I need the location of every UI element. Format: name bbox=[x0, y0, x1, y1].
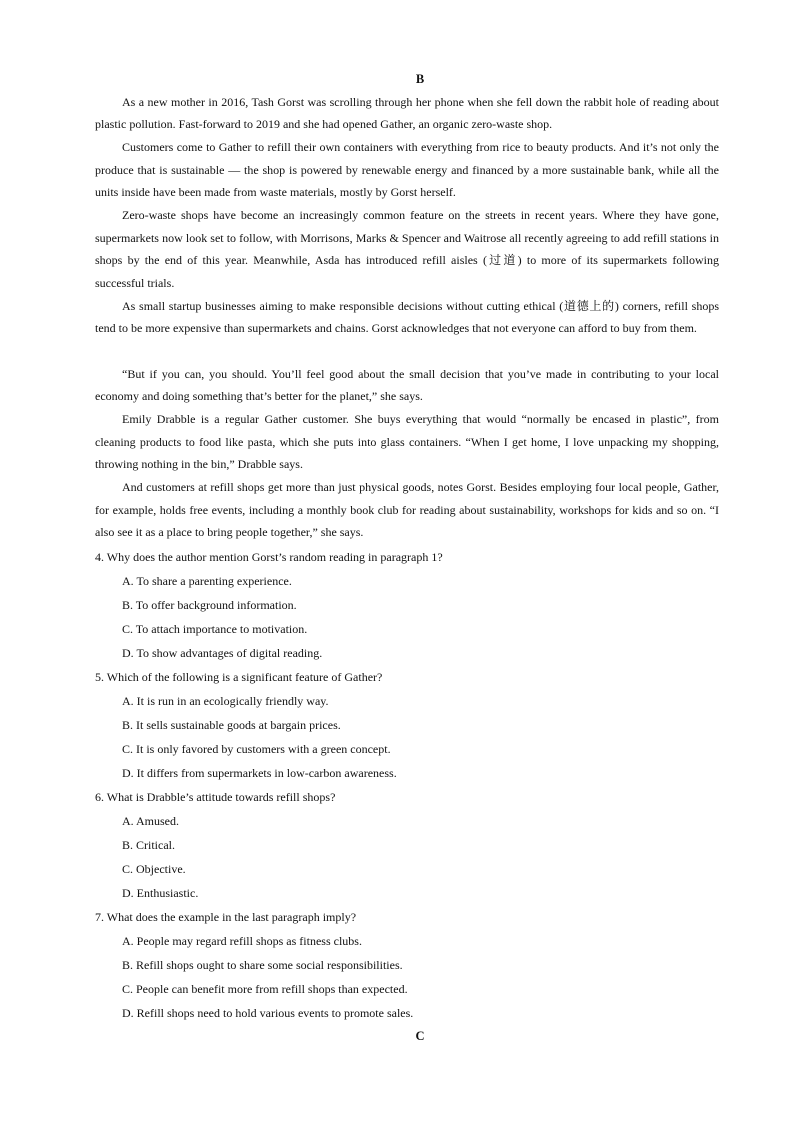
question-6-option-b: B. Critical. bbox=[122, 838, 175, 852]
question-7-option-d: D. Refill shops need to hold various events to promote sales. bbox=[122, 1006, 414, 1020]
question-4-option-c: C. To attach importance to motivation. bbox=[122, 622, 308, 636]
question-6-stem: 6. What is Drabble’s attitude towards refill shops? bbox=[95, 790, 336, 804]
question-7-option-c: C. People can benefit more from refill shops than expected. bbox=[122, 982, 408, 996]
question-4-option-d: D. To show advantages of digital reading. bbox=[122, 646, 323, 660]
question-5-stem: 5. Which of the following is a significant feature of Gather? bbox=[95, 670, 383, 684]
question-4-option-a: A. To share a parenting experience. bbox=[122, 574, 292, 588]
passage-paragraph-1: As a new mother in 2016, Tash Gorst was scrolling through her phone when she fell down the rabbit hole of reading about plastic pollution. Fast-forward to 2019 and she had opened Gather, an organic zero-waste shop. bbox=[95, 94, 719, 132]
passage-paragraph-3: Zero-waste shops have become an increasingly common feature on the streets in recent years. Where they have gone, supermarkets now look set to follow, with Morrisons, Marks & Spencer and Waitrose all recently agreeing to add refill stations in shops by the end of this year. Meanwhile, Asda has introduced refill aisles (过道) to more of its supermarkets following successful trials. bbox=[95, 208, 719, 291]
question-7-option-a: A. People may regard refill shops as fitness clubs. bbox=[122, 934, 362, 948]
question-5-option-c: C. It is only favored by customers with a green concept. bbox=[122, 742, 391, 756]
question-7-stem: 7. What does the example in the last paragraph imply? bbox=[95, 910, 357, 924]
passage-paragraph-5: “But if you can, you should. You’ll feel good about the small decision that you’ve made in contributing to your local economy and doing something that’s better for the planet,” she says. bbox=[95, 366, 719, 404]
passage-paragraph-6: Emily Drabble is a regular Gather customer. She buys everything that would “normally be encased in plastic”, from cleaning products to food like pasta, which she puts into glass containers. “When I get home, I love unpacking my shopping, throwing nothing in the bin,” Drabble says. bbox=[95, 412, 719, 472]
passage-paragraph-7: And customers at refill shops get more than just physical goods, notes Gorst. Besides employing four local people, Gather, for example, holds free events, including a monthly book club for reading about sustainability, workshops for kids and so on. “I also see it as a place to bring people together,” she says. bbox=[95, 480, 719, 540]
section-c-heading: C bbox=[415, 1029, 425, 1043]
question-5-option-a: A. It is run in an ecologically friendly way. bbox=[122, 694, 329, 708]
question-6-option-a: A. Amused. bbox=[122, 814, 179, 828]
question-6-option-d: D. Enthusiastic. bbox=[122, 886, 199, 900]
question-5-option-b: B. It sells sustainable goods at bargain prices. bbox=[122, 718, 341, 732]
question-4-stem: 4. Why does the author mention Gorst’s random reading in paragraph 1? bbox=[95, 550, 443, 564]
question-7-option-b: B. Refill shops ought to share some social responsibilities. bbox=[122, 958, 403, 972]
question-6-option-c: C. Objective. bbox=[122, 862, 186, 876]
passage-paragraph-2: Customers come to Gather to refill their own containers with everything from rice to beauty products. And it’s not only the produce that is sustainable — the shop is powered by renewable energy and financed by a more sustainable bank, while all the units inside have been made from waste materials, mostly by Gorst herself. bbox=[95, 140, 719, 200]
question-5-option-d: D. It differs from supermarkets in low-carbon awareness. bbox=[122, 766, 397, 780]
section-b-heading: B bbox=[415, 72, 425, 86]
passage-paragraph-4: As small startup businesses aiming to make responsible decisions without cutting ethical (道德上的) corners, refill shops tend to be more expensive than supermarkets and chains. Gorst acknowledges that not everyone can afford to buy from them. bbox=[95, 298, 719, 336]
question-4-option-b: B. To offer background information. bbox=[122, 598, 297, 612]
